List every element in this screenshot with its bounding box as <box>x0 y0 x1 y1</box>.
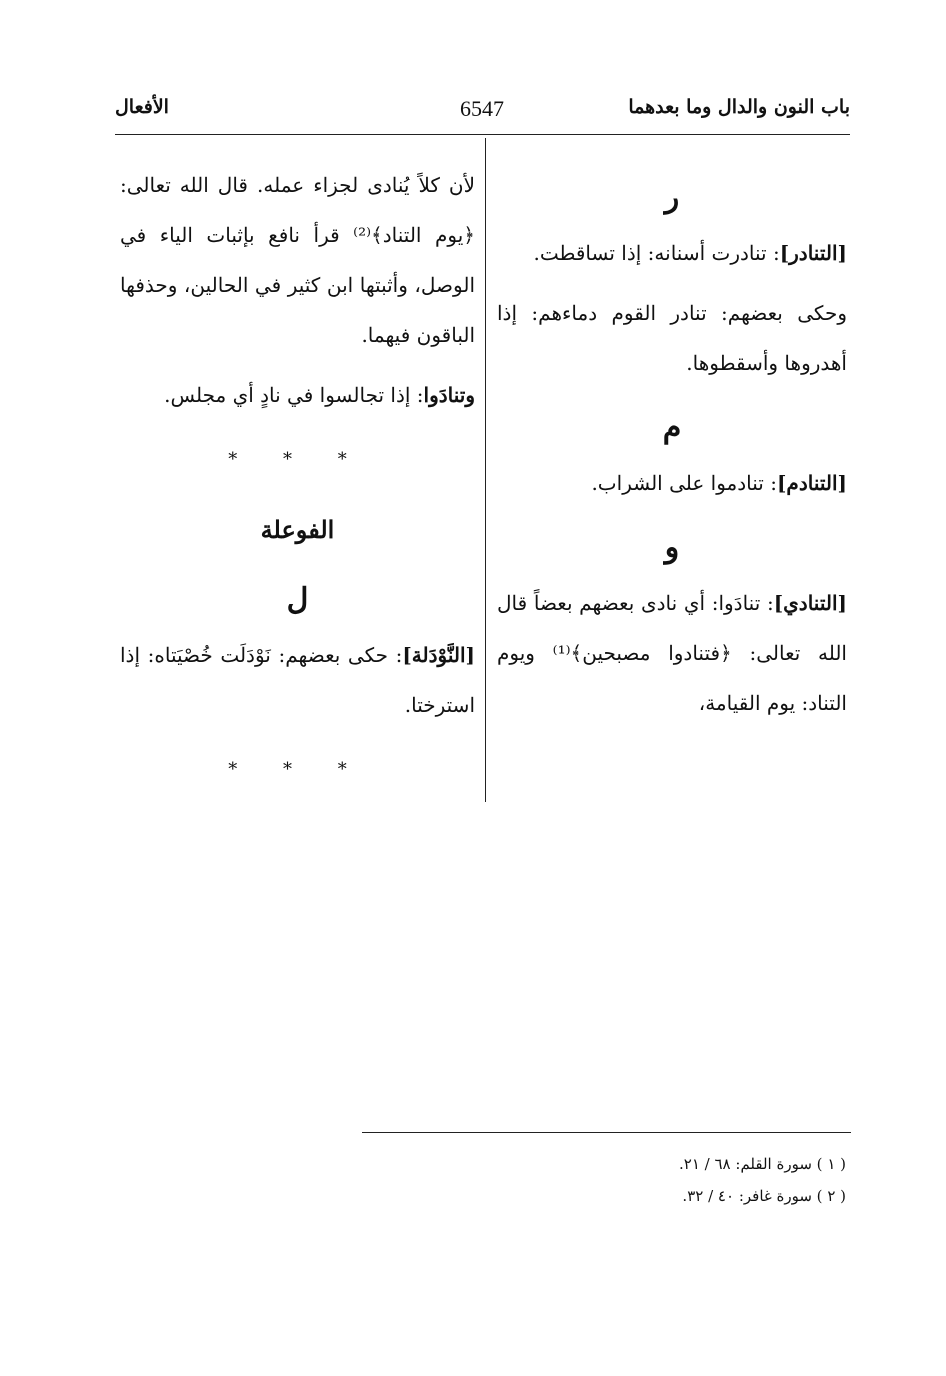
entry-tanadur <box>497 228 847 278</box>
entry-text: : تنادرت أسنانه: إذا تساقطت. <box>533 241 780 265</box>
entry-term: [التنادم] <box>776 471 847 495</box>
entry-text: : حكى بعضهم: نَوْدَلَت خُصْيَتاه: إذا استرختا. <box>120 643 475 717</box>
entry-tanadi-continued: لأن كلاً يُنادى لجزاء عمله. قال الله تعالى: ﴿يوم التناد﴾⁽²⁾ قرأ نافع بإثبات الياء في الوصل، وأثبتها ابن كثير في الحالين، وحذفها الباقون فيهما. <box>120 173 475 347</box>
entry-tanadaw <box>120 370 475 420</box>
right-column <box>497 168 847 738</box>
letter-heading-ra: ر <box>664 180 680 215</box>
footnote-1: ( ١ ) سورة القلم: ٦٨ / ٢١. <box>679 1155 846 1173</box>
entry-tanadum <box>497 458 847 508</box>
header-divider <box>115 134 850 135</box>
entry-text: : تنادموا على الشراب. <box>591 471 777 495</box>
entry-nawdala <box>120 630 475 730</box>
footnote-divider <box>362 1132 851 1133</box>
letter-heading-lam: ل <box>286 582 309 617</box>
column-divider <box>485 138 486 802</box>
section-separator: * * * <box>228 759 367 780</box>
page-number: 6547 <box>460 96 504 121</box>
page-header <box>115 92 850 128</box>
entry-term: [التنادر] <box>779 241 847 265</box>
entry-tanadi <box>497 578 847 728</box>
section-separator: * * * <box>228 449 367 470</box>
section-title: الفوعلة <box>260 515 335 544</box>
entry-term: [النَّوْدَلة] <box>402 643 475 667</box>
letter-heading-mim: م <box>662 410 682 445</box>
entry-term: وتنادَوا <box>423 383 475 407</box>
entry-tanadur-note: وحكى بعضهم: تنادر القوم دماءهم: إذا أهدروها وأسقطوها. <box>497 301 847 375</box>
letter-heading-waw: و <box>664 530 680 565</box>
entry-term: [التنادي] <box>773 591 847 615</box>
entry-text: : إذا تجالسوا في نادٍ أي مجلس. <box>164 383 424 407</box>
footnotes <box>679 1148 846 1212</box>
running-head-chapter: باب النون والدال وما بعدهما <box>628 96 850 118</box>
running-head-section: الأفعال <box>115 96 169 118</box>
entry-text: : تنادَوا: أي نادى بعضهم بعضاً قال الله تعالى: ﴿فتنادوا مصبحين﴾⁽¹⁾ ويوم التناد: يوم القيامة، <box>497 591 847 715</box>
footnote-2: ( ٢ ) سورة غافر: ٤٠ / ٣٢. <box>682 1187 846 1205</box>
left-column <box>120 160 475 806</box>
